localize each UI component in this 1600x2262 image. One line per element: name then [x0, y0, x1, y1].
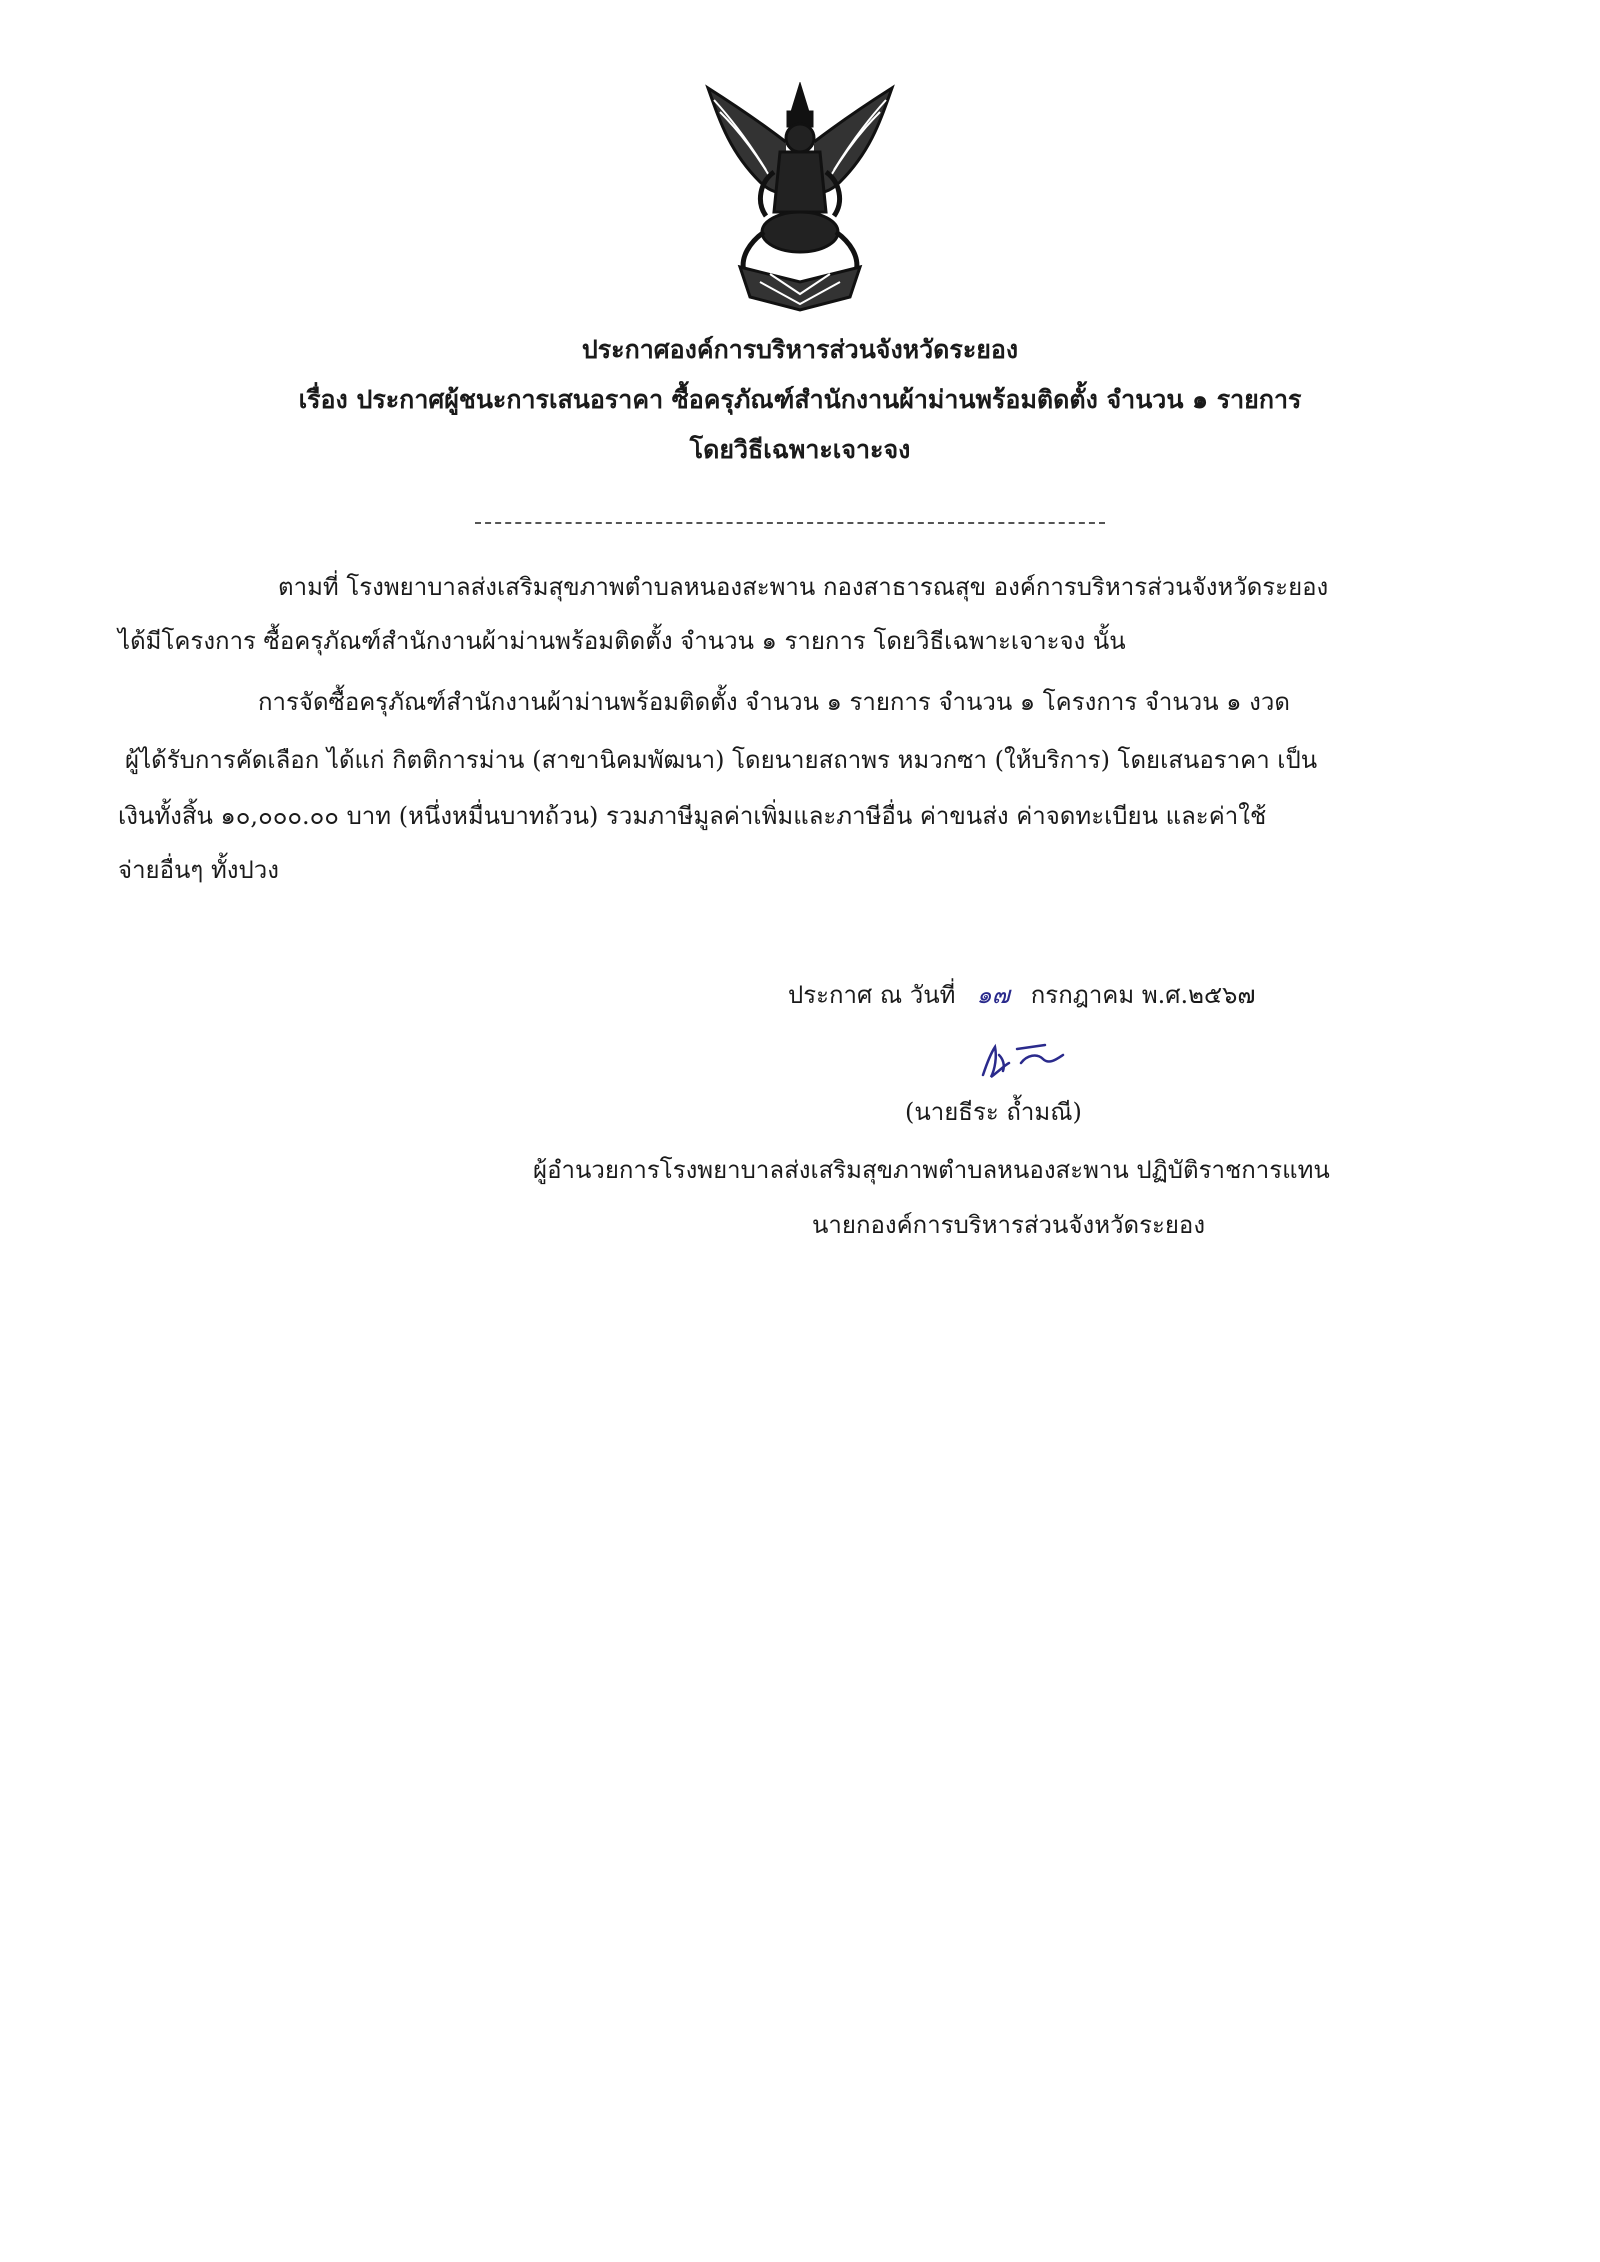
title-line-3: โดยวิธีเฉพาะเจาะจง	[689, 435, 911, 464]
document-title	[0, 325, 1600, 475]
signer-position: ผู้อำนวยการโรงพยาบาลส่งเสริมสุขภาพตำบลหนองสะพาน ปฏิบัติราชการแทน	[533, 1156, 1330, 1184]
body-paragraph-2-line-2: ผู้ได้รับการคัดเลือก ได้แก่ กิตติการม่าน (สาขานิคมพัฒนา) โดยนายสถาพร หมวกซา (ให้บริการ) โดยเสนอราคา เป็น	[125, 746, 1318, 774]
date-day-handwritten: ๑๗	[976, 981, 1010, 1009]
title-divider	[475, 522, 1105, 524]
body-paragraph-2-line-3: เงินทั้งสิ้น ๑๐,๐๐๐.๐๐ บาท (หนึ่งหมื่นบาทถ้วน) รวมภาษีมูลค่าเพิ่มและภาษีอื่น ค่าขนส่ง ค่าจดทะเบียน และค่าใช้	[118, 802, 1267, 830]
title-line-2: เรื่อง ประกาศผู้ชนะการเสนอราคา ซื้อครุภัณฑ์สำนักงานผ้าม่านพร้อมติดตั้ง จำนวน ๑ รายการ	[298, 385, 1302, 414]
signature-icon	[965, 1035, 1075, 1083]
body-paragraph-2-line-1: การจัดซื้อครุภัณฑ์สำนักงานผ้าม่านพร้อมติดตั้ง จำนวน ๑ รายการ จำนวน ๑ โครงการ จำนวน ๑ งวด	[258, 688, 1290, 716]
garuda-emblem-icon	[700, 82, 900, 314]
date-prefix: ประกาศ ณ วันที่	[788, 981, 956, 1009]
signer-name: (นายธีระ ถ้ำมณี)	[905, 1098, 1082, 1126]
signer-position-2: นายกองค์การบริหารส่วนจังหวัดระยอง	[812, 1211, 1206, 1239]
body-paragraph-1-line-2: ได้มีโครงการ ซื้อครุภัณฑ์สำนักงานผ้าม่านพร้อมติดตั้ง จำนวน ๑ รายการ โดยวิธีเฉพาะเจาะจง นั้น	[118, 627, 1126, 655]
body-paragraph-1-line-1: ตามที่ โรงพยาบาลส่งเสริมสุขภาพตำบลหนองสะพาน กองสาธารณสุข องค์การบริหารส่วนจังหวัดระยอง	[278, 573, 1329, 601]
title-line-1: ประกาศองค์การบริหารส่วนจังหวัดระยอง	[581, 335, 1019, 364]
date-suffix: กรกฎาคม พ.ศ.๒๕๖๗	[1030, 981, 1256, 1009]
announcement-date	[788, 968, 1255, 1022]
body-paragraph-2-line-4: จ่ายอื่นๆ ทั้งปวง	[118, 856, 279, 884]
